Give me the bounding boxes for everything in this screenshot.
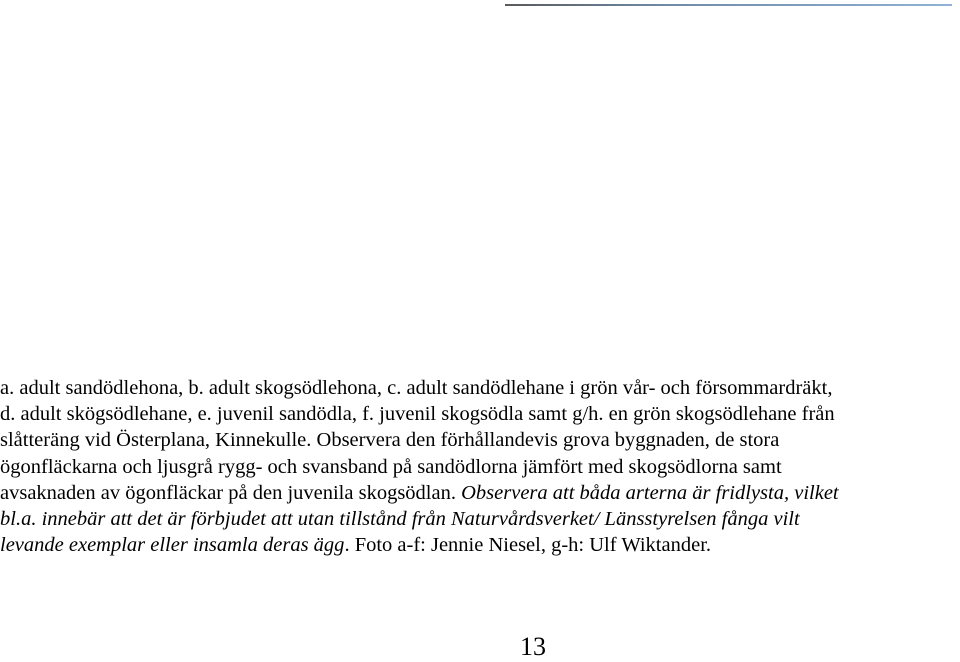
caption-line bbox=[0, 506, 958, 532]
caption-italic-note: levande exemplar eller insamla deras ägg bbox=[0, 534, 345, 557]
figure-caption bbox=[0, 375, 958, 558]
caption-line: ögonfläckarna och ljusgrå rygg- och svansband på sandödlorna jämfört med skogsödlorna samt bbox=[0, 455, 782, 478]
caption-line: avsaknaden av ögonfläckar på den juvenila skogsödlan. Observera att båda arterna är fridlysta, vilket bbox=[0, 481, 839, 504]
header-rule bbox=[505, 4, 952, 6]
page-number: 13 bbox=[520, 632, 546, 661]
caption-italic-note: Observera att båda arterna är fridlysta, vilket bbox=[461, 481, 839, 504]
caption-line: d. adult skögsödlehane, e. juvenil sandödla, f. juvenil skogsödla samt g/h. en grön skogsödlehane från bbox=[0, 403, 835, 426]
caption-italic-note: bl.a. innebär att det är förbjudet att utan tillstånd från Naturvårdsverket/ Länsstyrelsen fånga vilt bbox=[0, 508, 800, 531]
caption-line: a. adult sandödlehona, b. adult skogsödlehona, c. adult sandödlehane i grön vår- och försommardräkt, bbox=[0, 377, 833, 399]
caption-line bbox=[0, 532, 958, 558]
photo-credit: . Foto a-f: Jennie Niesel, g-h: Ulf Wiktander. bbox=[344, 534, 712, 557]
caption-line: slåtteräng vid Österplana, Kinnekulle. Observera den förhållandevis grova byggnaden, de stora bbox=[0, 429, 780, 452]
